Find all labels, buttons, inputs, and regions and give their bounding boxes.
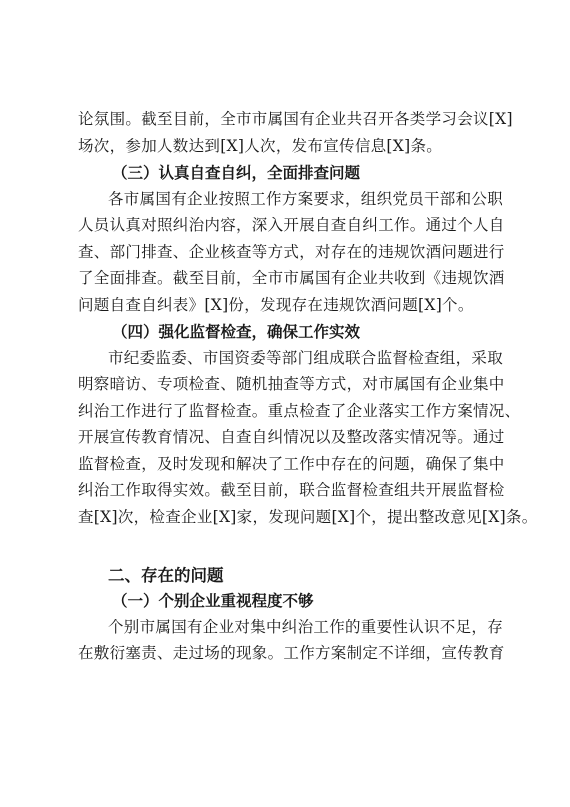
- section-heading: （四）强化监督检查，确保工作实效: [112, 323, 361, 341]
- paragraph-line: 开展宣传教育情况、自查自纠情况以及整改落实情况等。通过: [78, 428, 505, 446]
- paragraph-line: 人员认真对照纠治内容，深入开展自查自纠工作。通过个人自: [78, 216, 505, 234]
- paragraph-line: 查[X]次，检查企业[X]家，发现问题[X]个，提出整改意见[X]条。: [78, 508, 538, 526]
- paragraph-line: 明察暗访、专项检查、随机抽查等方式，对市属国有企业集中: [78, 375, 505, 393]
- paragraph-line: 纠治工作取得实效。截至目前，联合监督检查组共开展监督检: [78, 481, 505, 499]
- paragraph-line: 查、部门排查、企业核查等方式，对存在的违规饮酒问题进行: [78, 243, 505, 261]
- paragraph-line: 纠治工作进行了监督检查。重点检查了企业落实工作方案情况、: [78, 402, 521, 420]
- section-heading: （一）个别企业重视程度不够: [112, 592, 314, 610]
- paragraph-line: 论氛围。截至目前，全市市属国有企业共召开各类学习会议[X]: [78, 110, 513, 128]
- paragraph-line: 各市属国有企业按照工作方案要求，组织党员干部和公职: [108, 190, 504, 208]
- paragraph-line: 个别市属国有企业对集中纠治工作的重要性认识不足，存: [108, 618, 504, 636]
- paragraph-line: 了全面排查。截至目前，全市市属国有企业共收到《违规饮酒: [78, 269, 505, 287]
- chapter-heading: 二、存在的问题: [108, 566, 224, 585]
- section-heading: （三）认真自查自纠，全面排查问题: [112, 164, 361, 182]
- paragraph-line: 在敷衍塞责、走过场的现象。工作方案制定不详细，宣传教育: [78, 644, 505, 662]
- paragraph-line: 问题自查自纠表》[X]份，发现存在违规饮酒问题[X]个。: [78, 296, 474, 314]
- paragraph-line: 市纪委监委、市国资委等部门组成联合监督检查组，采取: [108, 349, 504, 367]
- paragraph-line: 监督检查，及时发现和解决了工作中存在的问题，确保了集中: [78, 455, 505, 473]
- paragraph-line: 场次，参加人数达到[X]人次，发布宣传信息[X]条。: [78, 137, 443, 155]
